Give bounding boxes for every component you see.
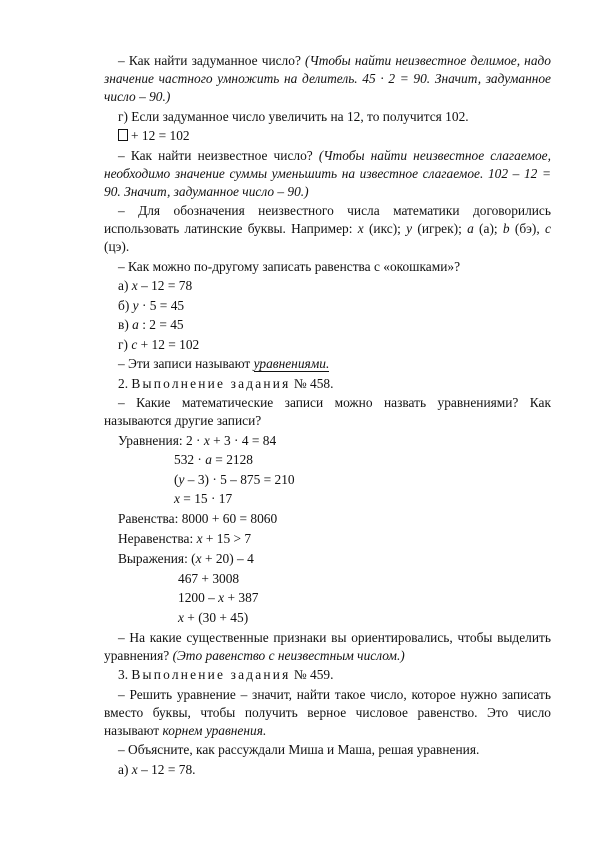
variable: x <box>131 761 138 777</box>
equalities-value: 8000 + 60 = 8060 <box>181 511 278 526</box>
answer-text: (Чтобы найти неизвестное слагаемое, необходимо значение суммы уменьшить на известное слагаемое. 102 – 12 = 90. Значит, задуманное число – 90.) <box>104 147 551 199</box>
variable: x <box>178 609 184 625</box>
question-text: – На какие существенные признаки вы ориентировались, чтобы выделить уравнения? <box>104 629 551 663</box>
equations-block <box>104 432 551 509</box>
variable: x <box>195 551 202 566</box>
equalities-row <box>104 510 551 528</box>
item-marker: б) <box>118 297 130 313</box>
variable: x <box>131 278 138 293</box>
expr-part: 2 · <box>185 432 204 448</box>
inequalities-row <box>104 530 551 548</box>
item-marker: в) <box>118 317 129 332</box>
equation-item <box>104 297 551 315</box>
page-content <box>104 52 551 780</box>
term-highlight: корнем уравнения. <box>162 722 267 738</box>
section-label: Выполнение задания <box>131 375 291 391</box>
paragraph-which-are-equations: – Какие математические записи можно назвать уравнениями? Как называются другие записи? <box>104 395 551 428</box>
var-a: a <box>467 221 474 236</box>
var-c-name: (цэ). <box>104 239 130 254</box>
variable: x <box>218 590 225 605</box>
inequalities-label: Неравенства: <box>118 531 194 546</box>
equation-rest: : 2 = 45 <box>138 317 184 332</box>
task-number: № 458. <box>293 375 334 391</box>
paragraph-rewrite-question: – Как можно по-другому записать равенства с «окошками»? <box>118 258 461 274</box>
expr-part: + (30 + 45) <box>183 609 249 625</box>
equation-rest: · 5 = 45 <box>138 297 185 313</box>
expressions-block <box>104 550 551 627</box>
expr-part: 467 + 3008 <box>178 570 240 586</box>
task-number: № 459. <box>293 667 334 682</box>
equalities-label: Равенства: <box>118 511 179 526</box>
expr-part: ( <box>191 551 196 566</box>
paragraph-question-dividend <box>104 52 551 106</box>
equation-row <box>104 432 551 450</box>
variable: x <box>203 432 210 448</box>
final-equation <box>104 761 551 779</box>
expression-row <box>104 550 551 568</box>
variable: y <box>178 471 185 487</box>
expr-part: ( <box>174 471 179 487</box>
inequalities-value: + 15 > 7 <box>202 531 252 546</box>
question-text: Как найти задуманное число? <box>128 53 301 68</box>
paragraph-solve-definition <box>104 686 551 740</box>
var-x: x <box>357 221 364 236</box>
answer-text: (Чтобы найти неизвестное делимое, надо значение частного умножить на делитель. 45 · 2 = 90. Значит, задуманное число – 90.) <box>104 53 551 104</box>
term-highlight: уравнениями. <box>253 356 330 371</box>
question-text: – Как найти неизвестное число? <box>118 147 313 163</box>
expr-part: + 387 <box>224 590 259 605</box>
expr-part: = 15 · 17 <box>179 491 233 506</box>
equation-row <box>174 471 551 489</box>
expression-row <box>178 589 551 607</box>
equation-item <box>104 336 551 354</box>
paragraph-explain: – Объясните, как рассуждали Миша и Маша, решая уравнения. <box>118 742 480 757</box>
variable: a <box>132 317 139 332</box>
equation-row <box>174 451 551 469</box>
var-y-name: (игрек); <box>417 221 462 236</box>
expr-part: 1200 – <box>178 590 219 605</box>
var-b: b <box>502 221 510 236</box>
equation-item <box>104 316 551 334</box>
item-marker: а) <box>118 761 129 777</box>
equation-rest: + 12 = 102 <box>137 336 200 352</box>
paragraph-features-question <box>104 629 551 665</box>
variable: a <box>205 452 212 467</box>
expr-part: 532 · <box>174 452 206 467</box>
var-c: c <box>544 221 551 236</box>
equation-rest: – 12 = 78. <box>137 761 196 777</box>
var-a-name: (а); <box>479 221 498 236</box>
latin-intro-text: – Для обозначения неизвестного числа математики договорились использовать латинские буквы. Например: <box>104 203 551 236</box>
paragraph-condition-g: г) Если задуманное число увеличить на 12, то получится 102. <box>118 108 469 124</box>
definition-text: – Решить уравнение – значит, найти такое число, которое нужно записать вместо буквы, чтобы получить верное числовое равенство. Это число называют <box>104 686 551 738</box>
expr-part: = 2128 <box>211 452 253 467</box>
item-marker: а) <box>118 278 129 293</box>
box-equation <box>104 127 551 145</box>
variable: y <box>132 297 139 313</box>
dash: – <box>118 53 125 68</box>
equation-row <box>174 490 551 508</box>
equations-label: Уравнения: <box>118 432 183 448</box>
equation-item <box>104 277 551 295</box>
var-x-name: (икс); <box>368 221 401 236</box>
window-box-icon <box>118 129 128 141</box>
var-b-name: (бэ), <box>514 221 540 236</box>
term-intro: – Эти записи называют <box>118 356 251 371</box>
section-label: Выполнение задания <box>131 667 291 682</box>
var-y: y <box>406 221 413 236</box>
paragraph-term-equations <box>104 355 551 373</box>
expr-part: + 20) – 4 <box>201 551 254 566</box>
paragraph-latin-letters <box>104 202 551 256</box>
variable: x <box>196 531 203 546</box>
expression-row <box>178 609 551 627</box>
paragraph-question-addend <box>104 147 551 201</box>
expressions-label: Выражения: <box>118 551 188 566</box>
expression-row <box>178 570 551 588</box>
variable: c <box>131 336 138 352</box>
variable: x <box>174 491 180 506</box>
item-marker: г) <box>118 336 128 352</box>
expr-part: + 3 · 4 = 84 <box>209 432 277 448</box>
section-heading-2 <box>104 375 551 393</box>
equation-rest: – 12 = 78 <box>137 278 193 293</box>
equation-list <box>104 277 551 354</box>
expr-part: – 3) · 5 – 875 = 210 <box>184 471 295 487</box>
box-equation-text: + 12 = 102 <box>131 128 190 143</box>
section-heading-3 <box>104 666 551 684</box>
section-number: 3. <box>118 667 129 682</box>
section-number: 2. <box>118 375 129 391</box>
answer-text: (Это равенство с неизвестным числом.) <box>172 647 405 663</box>
